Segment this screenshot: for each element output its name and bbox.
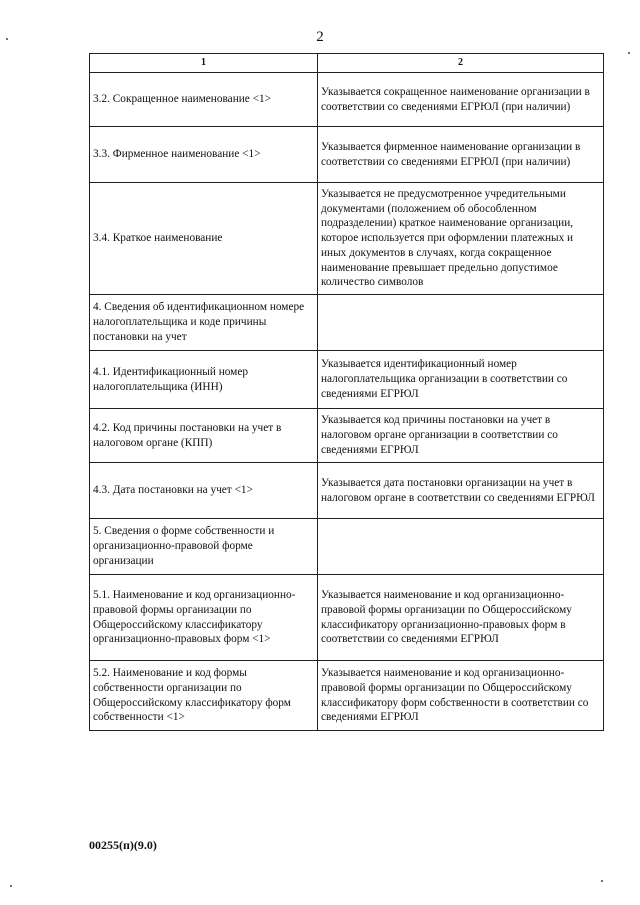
- row-description: Указывается идентификационный номер налогоплательщика организации в соответствии со сведениями ЕГРЮЛ: [318, 351, 604, 409]
- table-header-row: [90, 54, 604, 73]
- row-description: Указывается фирменное наименование организации в соответствии со сведениями ЕГРЮЛ (при наличии): [318, 127, 604, 183]
- scan-speck: [628, 52, 630, 54]
- row-description: [318, 519, 604, 575]
- row-label: 4. Сведения об идентификационном номере налогоплательщика и коде причины постановки на учет: [90, 295, 318, 351]
- row-description: Указывается наименование и код организационно-правовой формы организации по Общероссийскому классификатору форм собственности в соответствии со сведениями ЕГРЮЛ: [318, 661, 604, 731]
- row-description: [318, 295, 604, 351]
- column-header-1: 1: [90, 54, 318, 73]
- requisites-table: [89, 53, 604, 731]
- column-header-2: 2: [318, 54, 604, 73]
- page-number: 2: [316, 29, 324, 45]
- row-label: 3.2. Сокращенное наименование <1>: [90, 73, 318, 127]
- row-label: 5.2. Наименование и код формы собственности организации по Общероссийскому классификатору форм собственности <1>: [90, 661, 318, 731]
- row-label: 3.3. Фирменное наименование <1>: [90, 127, 318, 183]
- row-label: 3.4. Краткое наименование: [90, 183, 318, 295]
- row-label: 5.1. Наименование и код организационно-правовой формы организации по Общероссийскому классификатору организационно-правовых форм <1>: [90, 575, 318, 661]
- row-label: 4.2. Код причины постановки на учет в налоговом органе (КПП): [90, 409, 318, 463]
- table-row: [90, 295, 604, 351]
- form-code: 00255(п)(9.0): [89, 838, 157, 852]
- row-label: 4.1. Идентификационный номер налогоплательщика (ИНН): [90, 351, 318, 409]
- table-row: [90, 519, 604, 575]
- table-row: [90, 575, 604, 661]
- table-row: [90, 351, 604, 409]
- table-row: [90, 127, 604, 183]
- row-description: Указывается не предусмотренное учредительными документами (положением об обособленном подразделении) краткое наименование организации, которое используется при оформлении платежных и иных документов в случаях, когда сокращенное наименование превышает предельно допустимое количество символов: [318, 183, 604, 295]
- table-row: [90, 183, 604, 295]
- row-label: 5. Сведения о форме собственности и организационно-правовой форме организации: [90, 519, 318, 575]
- table-row: [90, 661, 604, 731]
- row-description: Указывается сокращенное наименование организации в соответствии со сведениями ЕГРЮЛ (при наличии): [318, 73, 604, 127]
- row-label: 4.3. Дата постановки на учет <1>: [90, 463, 318, 519]
- scan-speck: [6, 38, 8, 40]
- scan-speck: [601, 880, 603, 882]
- row-description: Указывается наименование и код организационно-правовой формы организации по Общероссийскому классификатору организационно-правовых форм в соответствии со сведениями ЕГРЮЛ: [318, 575, 604, 661]
- table-row: [90, 73, 604, 127]
- table-row: [90, 463, 604, 519]
- row-description: Указывается дата постановки организации на учет в налоговом органе в соответствии со сведениями ЕГРЮЛ: [318, 463, 604, 519]
- scan-speck: [10, 885, 12, 887]
- row-description: Указывается код причины постановки на учет в налоговом органе организации в соответствии со сведениями ЕГРЮЛ: [318, 409, 604, 463]
- table-row: [90, 409, 604, 463]
